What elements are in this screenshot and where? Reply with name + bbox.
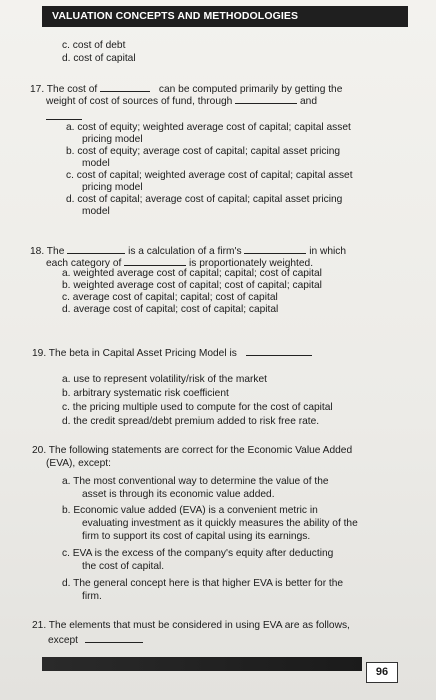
q17-stem-line2: weight of cost of sources of fund, through and bbox=[46, 96, 318, 107]
q17-option-c-cont: pricing model bbox=[82, 182, 143, 193]
q21-stem-line1: 21. The elements that must be considered in using EVA are as follows, bbox=[32, 620, 350, 631]
q18-option-a: a. weighted average cost of capital; capital; cost of capital bbox=[62, 268, 322, 279]
answer-blank bbox=[67, 244, 125, 254]
answer-blank bbox=[235, 94, 297, 104]
q19-option-a: a. use to represent volatility/risk of the market bbox=[62, 374, 267, 385]
q20-option-c: c. EVA is the excess of the company's equity after deducting bbox=[62, 548, 334, 559]
q20-stem-line1: 20. The following statements are correct for the Economic Value Added bbox=[32, 445, 353, 456]
page-number: 96 bbox=[366, 662, 398, 683]
q20-option-d-cont: firm. bbox=[82, 591, 102, 602]
q17-option-d-cont: model bbox=[82, 206, 110, 217]
q21-stem-line2: except bbox=[48, 633, 143, 648]
answer-blank bbox=[46, 110, 82, 120]
q17-option-a: a. cost of equity; weighted average cost of capital; capital asset bbox=[66, 122, 351, 133]
q17-option-d: d. cost of capital; average cost of capital; capital asset pricing bbox=[66, 194, 343, 205]
q17-option-a-cont: pricing model bbox=[82, 134, 143, 145]
chapter-header: VALUATION CONCEPTS AND METHODOLOGIES bbox=[42, 6, 408, 27]
q20-option-a: a. The most conventional way to determine the value of the bbox=[62, 476, 329, 487]
q18-option-c: c. average cost of capital; capital; cost of capital bbox=[62, 292, 278, 303]
q20-option-d: d. The general concept here is that higher EVA is better for the bbox=[62, 578, 344, 589]
q16-option-c: c. cost of debt bbox=[62, 40, 126, 51]
q17-option-c: c. cost of capital; weighted average cost of capital; capital asset bbox=[66, 170, 353, 181]
footer-bar bbox=[42, 657, 362, 671]
answer-blank bbox=[85, 633, 143, 643]
answer-blank bbox=[124, 256, 186, 266]
q18-option-d: d. average cost of capital; cost of capital; capital bbox=[62, 304, 279, 315]
q19-option-d: d. the credit spread/debt premium added to risk free rate. bbox=[62, 416, 320, 427]
answer-blank bbox=[246, 346, 312, 356]
q20-option-b: b. Economic value added (EVA) is a convenient metric in bbox=[62, 505, 318, 516]
q17-stem-line1: 17. The cost of can be computed primarily by getting the bbox=[30, 84, 343, 95]
q17-option-b-cont: model bbox=[82, 158, 110, 169]
q20-option-b-cont2: firm to support its cost of capital using its earnings. bbox=[82, 531, 311, 542]
q18-stem-line1: 18. The is a calculation of a firm's in which bbox=[30, 246, 347, 257]
q16-option-d: d. cost of capital bbox=[62, 53, 136, 64]
q20-option-a-cont: asset is through its economic value added. bbox=[82, 489, 275, 500]
q18-option-b: b. weighted average cost of capital; cost of capital; capital bbox=[62, 280, 322, 291]
q18-stem-line2: each category of is proportionately weighted. bbox=[46, 258, 314, 269]
q17-option-b: b. cost of equity; average cost of capital; capital asset pricing bbox=[66, 146, 341, 157]
answer-blank bbox=[244, 244, 306, 254]
answer-blank bbox=[100, 82, 150, 92]
q20-option-b-cont1: evaluating investment as it quickly measures the ability of the bbox=[82, 518, 358, 529]
q19-option-c: c. the pricing multiple used to compute for the cost of capital bbox=[62, 402, 333, 413]
q19-stem: 19. The beta in Capital Asset Pricing Model is bbox=[32, 346, 312, 361]
q20-option-c-cont: the cost of capital. bbox=[82, 561, 165, 572]
q19-option-b: b. arbitrary systematic risk coefficient bbox=[62, 388, 229, 399]
q20-stem-line2: (EVA), except: bbox=[46, 458, 111, 469]
